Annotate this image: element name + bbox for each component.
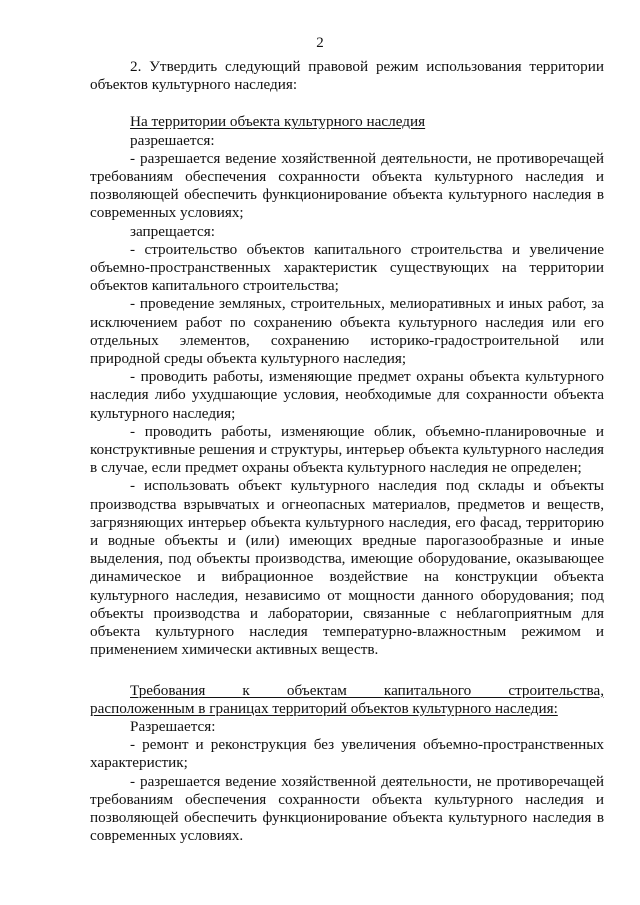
section1-forbidden-item: - строительство объектов капитального строительства и увеличение объемно-пространственных характеристик существующих на территории объектов капитального строительства; bbox=[90, 240, 604, 295]
intro-paragraph: 2. Утвердить следующий правовой режим использования территории объектов культурного наследия: bbox=[90, 58, 604, 94]
section1-allowed-item: - разрешается ведение хозяйственной деятельности, не противоречащей требованиям обеспечения сохранности объекта культурного наследия и позволяющей обеспечить функционирование объекта культурного наследия в современных условиях; bbox=[90, 149, 604, 222]
spacer bbox=[90, 94, 604, 113]
section2-allowed-label: Разрешается: bbox=[130, 717, 216, 735]
section2-heading-line2-text: расположенным в границах территорий объектов культурного наследия: bbox=[90, 699, 558, 717]
section2-heading-line2 bbox=[90, 700, 604, 718]
section2-heading-line1-text: Требования к объектам капитального строительства, bbox=[130, 681, 604, 699]
section1-allowed-label: разрешается: bbox=[130, 131, 215, 149]
document-body bbox=[90, 58, 604, 845]
section1-heading bbox=[90, 113, 604, 131]
page-number: 2 bbox=[316, 35, 324, 51]
section1-forbidden-item: - использовать объект культурного наследия под склады и объекты производства взрывчатых и огнеопасных материалов, предметов и веществ, загрязняющих интерьер объекта культурного наследия, его фасад, территорию и водные объекты и (или) имеющих вредные парогазообразные и иные выделения, под объекты производства, имеющие оборудование, оказывающее динамическое и вибрационное воздействие на конструкции объекта культурного наследия, независимо от мощности данного оборудования; под объекты производства и лаборатории, связанные с неблагоприятным для объекта культурного наследия температурно-влажностным режимом и применением химически активных веществ. bbox=[90, 477, 604, 659]
section1-heading-text: На территории объекта культурного наследия bbox=[130, 113, 426, 131]
section2-heading-line1 bbox=[90, 682, 604, 700]
section2-allowed-item: - разрешается ведение хозяйственной деятельности, не противоречащей требованиям обеспечения сохранности объекта культурного наследия и позволяющей обеспечить функционирование объекта культурного наследия в современных условиях. bbox=[90, 772, 604, 845]
section2-allowed-item: - ремонт и реконструкция без увеличения объемно-пространственных характеристик; bbox=[90, 736, 604, 772]
section1-forbidden-item: - проводить работы, изменяющие облик, объемно-планировочные и конструктивные решения и структуры, интерьер объекта культурного наследия в случае, если предмет охраны объекта культурного наследия не определен; bbox=[90, 422, 604, 477]
section1-forbidden-item: - проведение земляных, строительных, мелиоративных и иных работ, за исключением работ по сохранению объекта культурного наследия или его отдельных элементов, сохранению историко-градостроительной или природной среды объекта культурного наследия; bbox=[90, 295, 604, 368]
spacer bbox=[90, 660, 604, 682]
section1-forbidden-label: запрещается: bbox=[130, 222, 215, 240]
section1-forbidden-item: - проводить работы, изменяющие предмет охраны объекта культурного наследия либо ухудшающие условия, необходимые для сохранности объекта культурного наследия; bbox=[90, 368, 604, 422]
